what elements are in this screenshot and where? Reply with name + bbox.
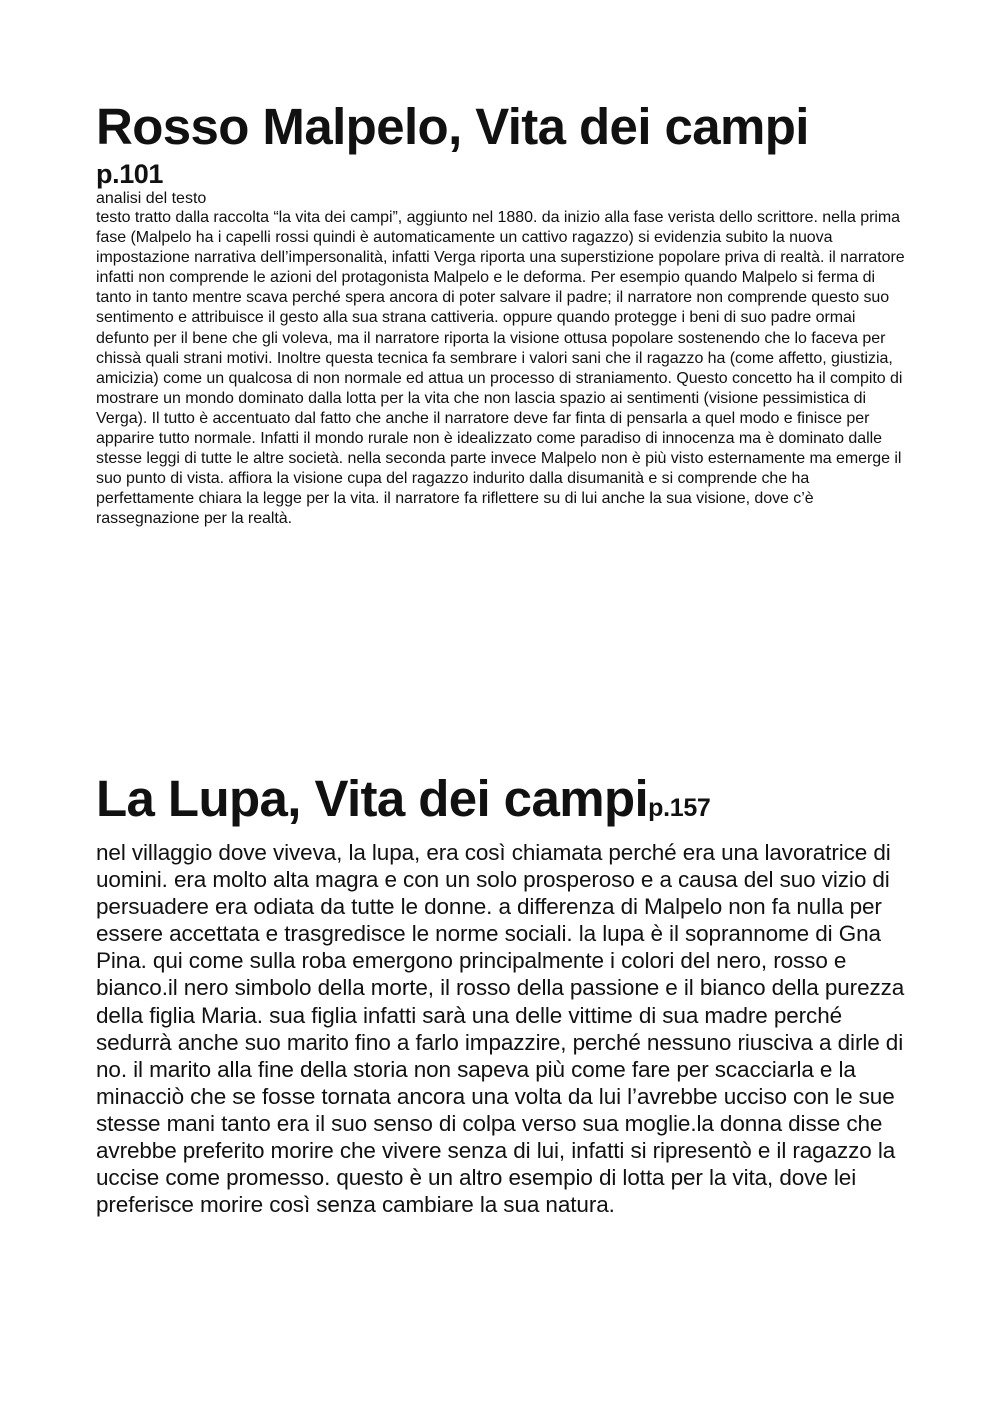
- section-title: Rosso Malpelo, Vita dei campi: [96, 98, 809, 155]
- section-title: La Lupa, Vita dei campi: [96, 770, 649, 827]
- section-la-lupa: [96, 768, 906, 1218]
- section-body-text: testo tratto dalla raccolta “la vita dei campi”, aggiunto nel 1880. da inizio alla fase verista dello scrittore. nella prima fase (Malpelo ha i capelli rossi quindi è automaticamente un cattivo ragazzo) si evidenzia subito la nuova impostazione narrativa dell’impersonalità, infatti Verga riporta una superstizione popolare priva di realtà. il narratore infatti non comprende le azioni del protagonista Malpelo e le deforma. Per esempio quando Malpelo si ferma di tanto in tanto mentre scava perché spera ancora di poter salvare il padre; il narratore non comprende questo suo sentimento e attribuisce il gesto alla sua strana cattiveria. oppure quando protegge i beni di suo padre ormai defunto per il bene che gli voleva, ma il narratore riporta la visione ottusa popolare sostenendo che lo faceva per chissà quali strani motivi. Inoltre questa tecnica fa sembrare i valori sani che il ragazzo ha (come affetto, giustizia, amicizia) come un qualcosa di non normale ed attua un processo di straniamento. Questo concetto ha il compito di mostrare un mondo dominato dalla lotta per la vita che non lascia spazio ai sentimenti (visione pessimistica di Verga). Il tutto è accentuato dal fatto che anche il narratore deve far finta di pensarla a quel modo e finisce per apparire tutto normale. Infatti il mondo rurale non è idealizzato come paradiso di innocenza ma è dominato dalle stesse leggi di tutte le altre società. nella seconda parte invece Malpelo non è più visto esternamente ma emerge il suo punto di vista. affiora la visione cupa del ragazzo indurito dalla disumanità e si comprende che ha perfettamente chiara la legge per la vita. il narratore fa riflettere su di lui anche la sua visione, dove c’è rassegnazione per la realtà.: [96, 209, 905, 528]
- page-reference: p.157: [648, 794, 711, 822]
- section-rosso-malpelo: [96, 96, 906, 530]
- section-title-line: [96, 768, 906, 839]
- page-reference: p.101: [96, 159, 164, 189]
- section-body-text: nel villaggio dove viveva, la lupa, era così chiamata perché era una lavoratrice di uomini. era molto alta magra e con un solo prosperoso e a causa del suo vizio di persuadere era odiata da tutte le donne. a differenza di Malpelo non fa nulla per essere accettata e trasgredisce le norme sociali. la lupa è il soprannome di Gna Pina. qui come sulla roba emergono principalmente i colori del nero, rosso e bianco.il nero simbolo della morte, il rosso della passione e il bianco della purezza della figlia Maria. sua figlia infatti sarà una delle vittime di sua madre perché sedurrà anche suo marito fino a farlo impazzire, perché nessuno riusciva a dirle di no. il marito alla fine della storia non sapeva più come fare per scacciarla e la minacciò che se fosse tornata ancora una volta da lui l’avrebbe ucciso con le sue stesse mani tanto era il suo senso di colpa verso sua moglie.la donna disse che avrebbe preferito morire che vivere senza di lui, infatti si ripresentò e il ragazzo la uccise come promesso. questo è un altro esempio di lotta per la vita, dove lei preferisce morire così senza cambiare la sua natura.: [96, 840, 905, 1218]
- section-subheading: analisi del testo: [96, 190, 207, 207]
